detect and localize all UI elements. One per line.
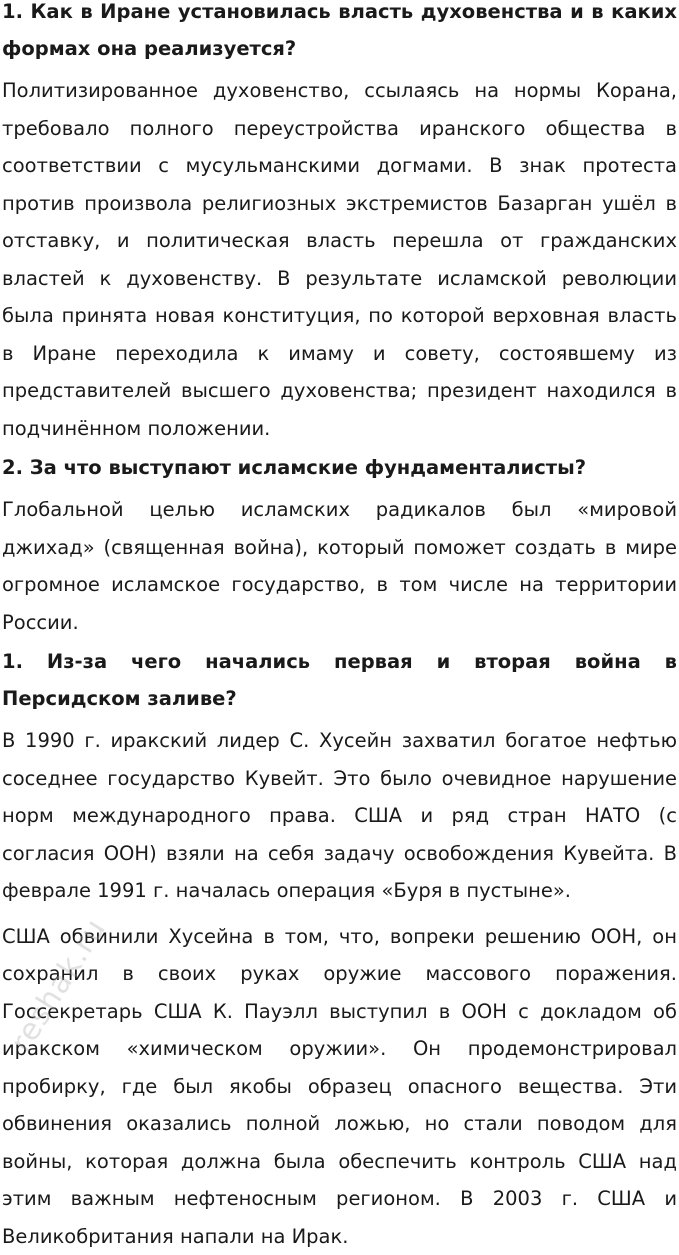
question-heading: 2. За что выступают исламские фундаменталисты? xyxy=(2,449,677,486)
answer-paragraph: Политизированное духовенство, ссылаясь на нормы Корана, требовало полного переустройства иранского общества в соответствии с мусульманскими догмами. В знак протеста против произвола религиозных экстремистов Базарган ушёл в отставку, и политическая власть перешла от гражданских властей к духовенству. В результате исламской революции была принята новая конституция, по которой верховная власть в Иране переходила к имаму и совету, состоявшему из представителей высшего духовенства; президент находился в подчинённом положении. xyxy=(2,72,677,447)
question-heading: 1. Как в Иране установилась власть духовенства и в каких формах она реализуется? xyxy=(2,0,677,67)
answer-paragraph: Глобальной целью исламских радикалов был «мировой джихад» (священная война), который поможет создать в мире огромное исламское государство, в том числе на территории России. xyxy=(2,491,677,641)
question-heading: 1. Из-за чего начались первая и вторая война в Персидском заливе? xyxy=(2,643,677,717)
watermark: reshak.ru xyxy=(4,912,113,1058)
answer-paragraph: США обвинили Хусейна в том, что, вопреки решению ООН, он сохранил в своих руках оружие массового поражения. Госсекретарь США К. Пауэлл выступил в ООН с докладом об иракском «химическом оружии». Он продемонстрировал пробирку, где был якобы образец опасного вещества. Эти обвинения оказались полной ложью, но стали поводом для войны, которая должна была обеспечить контроль США над этим важным нефтеносным регионом. В 2003 г. США и Великобритания напали на Ирак. xyxy=(2,918,677,1255)
answer-paragraph: В 1990 г. иракский лидер С. Хусейн захватил богатое нефтью соседнее государство Кувейт. Это было очевидное нарушение норм международного права. США и ряд стран НАТО (с согласия ООН) взяли на себя задачу освобождения Кувейта. В феврале 1991 г. началась операция «Буря в пустыне». xyxy=(2,722,677,910)
